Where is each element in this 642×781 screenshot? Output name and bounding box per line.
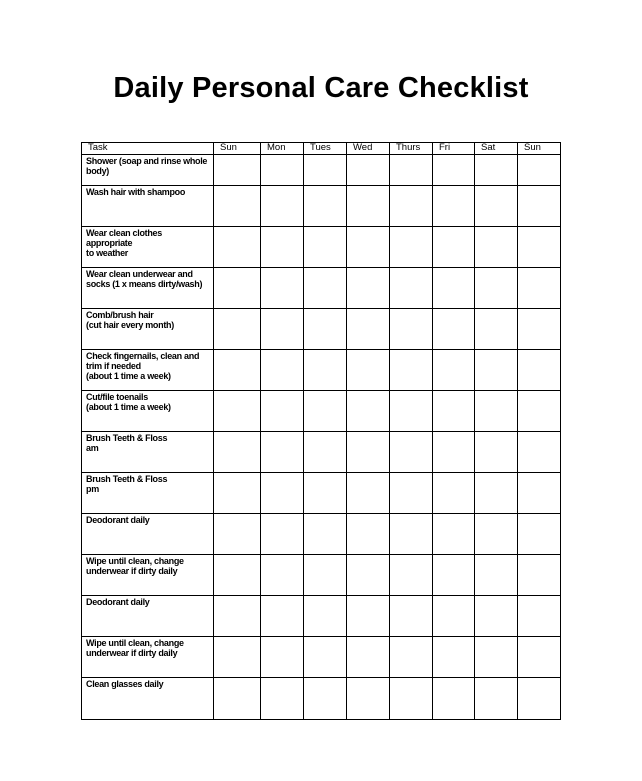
check-cell[interactable] [518,514,561,555]
check-cell[interactable] [433,555,475,596]
task-label-line: Wipe until clean, change [86,556,184,566]
header-row [82,143,561,155]
column-header-day: Tues [304,143,347,155]
task-label-line: underwear if dirty daily [86,648,178,658]
check-cell[interactable] [475,391,518,432]
table-row [82,637,561,678]
table-row [82,227,561,268]
task-label [82,186,214,227]
task-label-line: Deodorant daily [86,515,150,525]
check-cell[interactable] [214,268,261,309]
check-cell[interactable] [390,678,433,720]
task-label-line: am [86,443,99,453]
check-cell[interactable] [347,155,390,186]
task-label-line: Cut/file toenails [86,392,148,402]
task-label [82,268,214,309]
check-cell[interactable] [433,596,475,637]
check-cell[interactable] [214,555,261,596]
check-cell[interactable] [433,678,475,720]
check-cell[interactable] [390,514,433,555]
check-cell[interactable] [261,186,304,227]
check-cell[interactable] [433,227,475,268]
table-row [82,678,561,720]
table-row [82,514,561,555]
check-cell[interactable] [475,350,518,391]
table-row [82,555,561,596]
check-cell[interactable] [304,514,347,555]
check-cell[interactable] [433,391,475,432]
check-cell[interactable] [390,309,433,350]
task-label-line: Clean glasses daily [86,679,164,689]
column-header-task: Task [82,143,214,155]
check-cell[interactable] [261,637,304,678]
check-cell[interactable] [390,227,433,268]
table-row [82,596,561,637]
task-label-line: Wear clean clothes appropriate [86,228,162,248]
check-cell[interactable] [214,227,261,268]
check-cell[interactable] [214,391,261,432]
check-cell[interactable] [214,596,261,637]
check-cell[interactable] [261,350,304,391]
check-cell[interactable] [433,268,475,309]
check-cell[interactable] [390,637,433,678]
check-cell[interactable] [518,678,561,720]
check-cell[interactable] [347,678,390,720]
task-label-line: Wear clean underwear and [86,269,193,279]
task-label-line: Comb/brush hair [86,310,154,320]
check-cell[interactable] [433,432,475,473]
check-cell[interactable] [304,432,347,473]
check-cell[interactable] [390,186,433,227]
table-row [82,309,561,350]
check-cell[interactable] [347,391,390,432]
check-cell[interactable] [390,596,433,637]
check-cell[interactable] [347,227,390,268]
check-cell[interactable] [347,350,390,391]
check-cell[interactable] [390,473,433,514]
check-cell[interactable] [304,555,347,596]
check-cell[interactable] [518,391,561,432]
check-cell[interactable] [261,555,304,596]
check-cell[interactable] [475,555,518,596]
check-cell[interactable] [347,473,390,514]
check-cell[interactable] [475,473,518,514]
check-cell[interactable] [304,155,347,186]
check-cell[interactable] [433,309,475,350]
task-label-line: Check fingernails, clean and [86,351,200,361]
check-cell[interactable] [518,473,561,514]
check-cell[interactable] [475,309,518,350]
check-cell[interactable] [390,391,433,432]
check-cell[interactable] [475,227,518,268]
column-header-day: Wed [347,143,390,155]
task-label [82,432,214,473]
column-header-day: Sun [214,143,261,155]
check-cell[interactable] [433,473,475,514]
check-cell[interactable] [304,350,347,391]
check-cell[interactable] [518,596,561,637]
table-row [82,186,561,227]
check-cell[interactable] [518,309,561,350]
check-cell[interactable] [214,309,261,350]
check-cell[interactable] [347,555,390,596]
column-header-day: Sun [518,143,561,155]
check-cell[interactable] [214,432,261,473]
check-cell[interactable] [261,678,304,720]
check-cell[interactable] [433,186,475,227]
check-cell[interactable] [261,473,304,514]
task-label-line: Shower (soap and rinse whole [86,156,208,166]
check-cell[interactable] [261,432,304,473]
task-label-line: Wipe until clean, change [86,638,184,648]
task-label-line: body) [86,166,109,176]
check-cell[interactable] [390,350,433,391]
check-cell[interactable] [518,268,561,309]
task-label [82,596,214,637]
check-cell[interactable] [518,555,561,596]
check-cell[interactable] [261,309,304,350]
check-cell[interactable] [518,155,561,186]
check-cell[interactable] [518,186,561,227]
task-label-line: pm [86,484,99,494]
table-row [82,155,561,186]
check-cell[interactable] [390,432,433,473]
table-row [82,350,561,391]
check-cell[interactable] [518,637,561,678]
task-label [82,637,214,678]
check-cell[interactable] [214,350,261,391]
check-cell[interactable] [390,555,433,596]
task-label [82,227,214,268]
column-header-day: Sat [475,143,518,155]
task-label [82,473,214,514]
check-cell[interactable] [433,637,475,678]
task-label-line: socks (1 x means dirty/wash) [86,279,203,289]
check-cell[interactable] [261,268,304,309]
check-cell[interactable] [347,637,390,678]
check-cell[interactable] [347,268,390,309]
task-label [82,309,214,350]
check-cell[interactable] [475,155,518,186]
check-cell[interactable] [214,155,261,186]
check-cell[interactable] [214,514,261,555]
check-cell[interactable] [214,186,261,227]
check-cell[interactable] [304,637,347,678]
column-header-day: Mon [261,143,304,155]
check-cell[interactable] [433,155,475,186]
check-cell[interactable] [304,309,347,350]
page-title: Daily Personal Care Checklist [113,72,529,104]
task-label-line: Deodorant daily [86,597,150,607]
task-label [82,678,214,720]
check-cell[interactable] [304,268,347,309]
task-label-line: trim if needed [86,361,141,371]
check-cell[interactable] [475,596,518,637]
check-cell[interactable] [518,350,561,391]
task-label-line: (about 1 time a week) [86,402,171,412]
check-cell[interactable] [261,514,304,555]
task-label-line: (about 1 time a week) [86,371,171,381]
check-cell[interactable] [475,637,518,678]
task-label [82,391,214,432]
check-cell[interactable] [304,391,347,432]
table-row [82,473,561,514]
task-label-line: to weather [86,248,129,258]
check-cell[interactable] [214,637,261,678]
check-cell[interactable] [475,432,518,473]
table-row [82,432,561,473]
task-label-line: Wash hair with shampoo [86,187,186,197]
check-cell[interactable] [304,678,347,720]
check-cell[interactable] [347,514,390,555]
check-cell[interactable] [347,432,390,473]
check-cell[interactable] [347,596,390,637]
check-cell[interactable] [475,186,518,227]
task-label-line: Brush Teeth & Floss [86,474,168,484]
check-cell[interactable] [433,514,475,555]
checklist-table [81,142,561,720]
check-cell[interactable] [433,350,475,391]
task-label [82,514,214,555]
column-header-day: Thurs [390,143,433,155]
check-cell[interactable] [347,309,390,350]
check-cell[interactable] [390,268,433,309]
check-cell[interactable] [475,268,518,309]
check-cell[interactable] [304,227,347,268]
check-cell[interactable] [214,473,261,514]
check-cell[interactable] [214,678,261,720]
task-label [82,555,214,596]
check-cell[interactable] [518,227,561,268]
check-cell[interactable] [475,678,518,720]
task-label-line: (cut hair every month) [86,320,174,330]
task-label-line: underwear if dirty daily [86,566,178,576]
task-label [82,155,214,186]
check-cell[interactable] [261,155,304,186]
check-cell[interactable] [261,227,304,268]
task-label [82,350,214,391]
check-cell[interactable] [304,186,347,227]
check-cell[interactable] [347,186,390,227]
check-cell[interactable] [390,155,433,186]
check-cell[interactable] [518,432,561,473]
check-cell[interactable] [304,596,347,637]
check-cell[interactable] [304,473,347,514]
check-cell[interactable] [261,391,304,432]
column-header-day: Fri [433,143,475,155]
table-row [82,391,561,432]
check-cell[interactable] [475,514,518,555]
check-cell[interactable] [261,596,304,637]
task-label-line: Brush Teeth & Floss [86,433,168,443]
table-row [82,268,561,309]
